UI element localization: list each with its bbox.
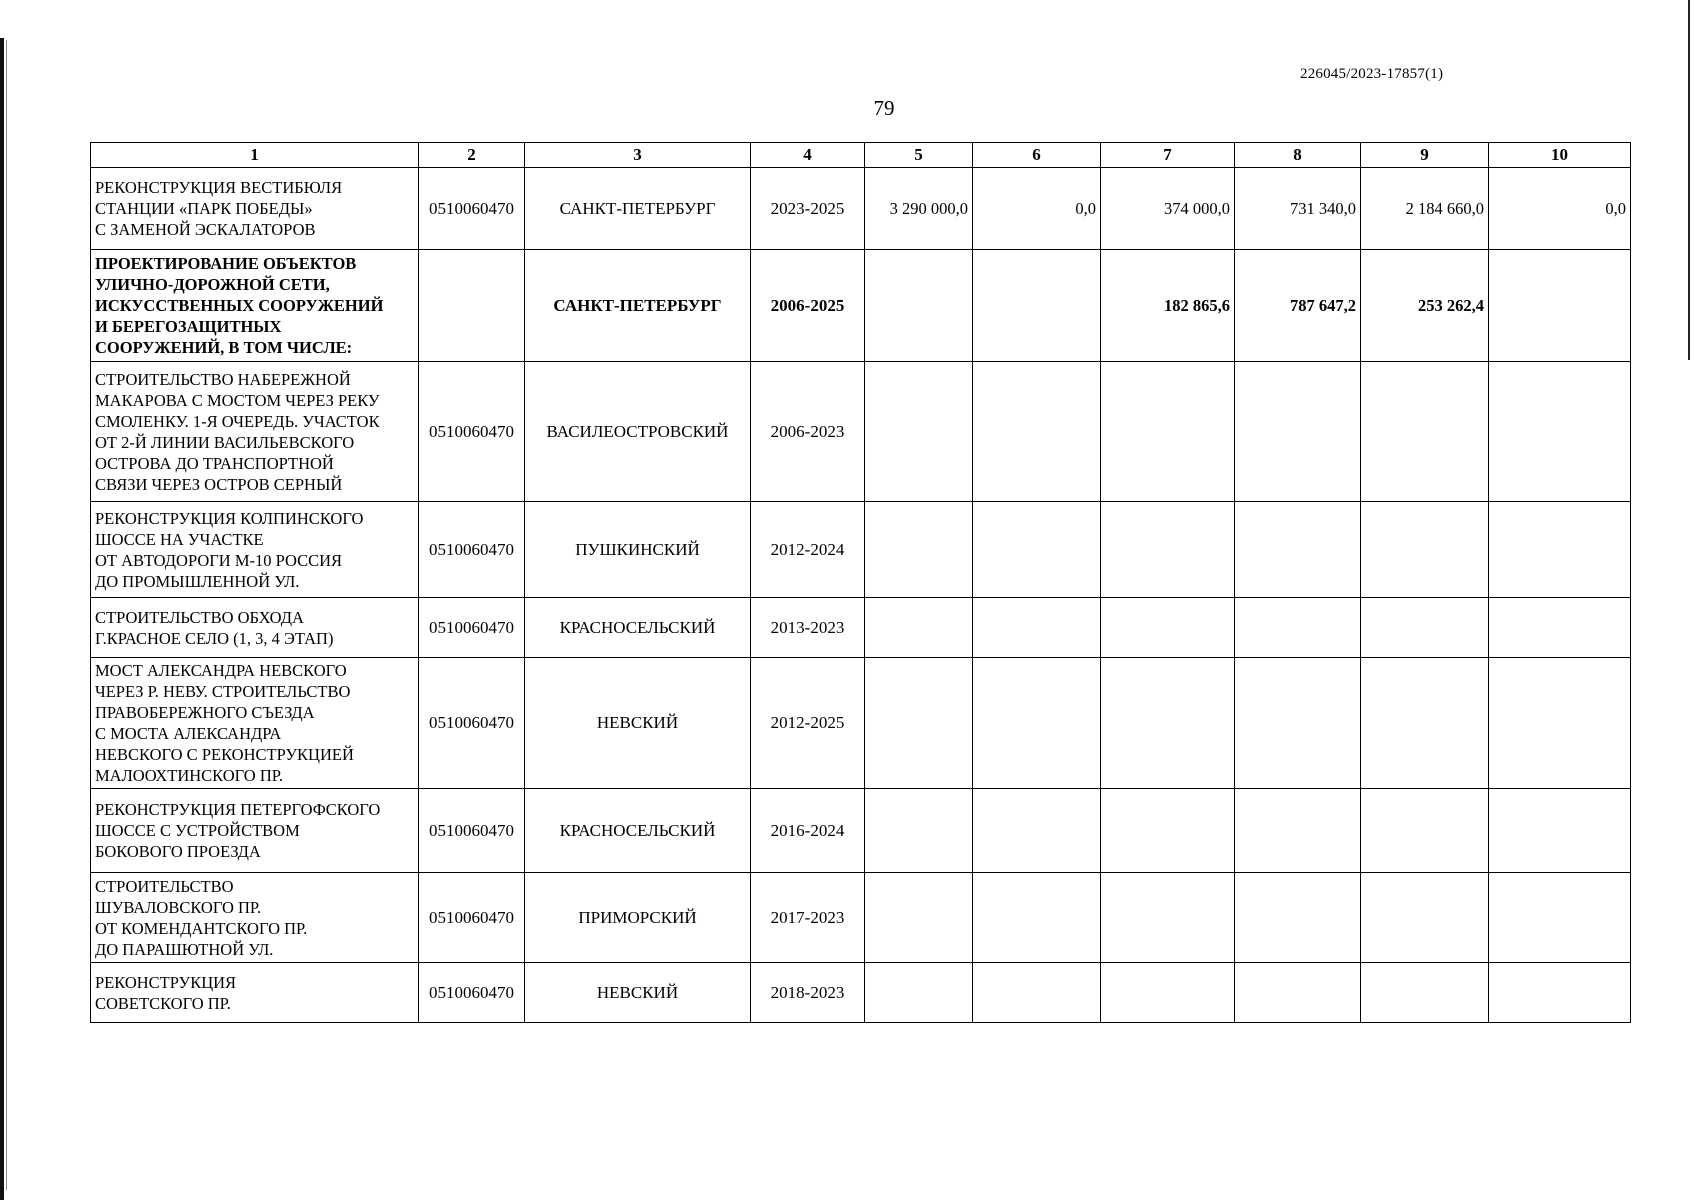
district-cell: НЕВСКИЙ	[525, 658, 751, 789]
value-cell-5	[865, 963, 973, 1023]
table-header-row	[91, 143, 1631, 168]
table-row	[91, 362, 1631, 502]
object-name-line: УЛИЧНО-ДОРОЖНОЙ СЕТИ,	[95, 275, 330, 294]
years-cell: 2013-2023	[751, 598, 865, 658]
district-cell: ПУШКИНСКИЙ	[525, 502, 751, 598]
value-cell-8: 731 340,0	[1235, 168, 1361, 250]
object-name-line: СООРУЖЕНИЙ, В ТОМ ЧИСЛЕ:	[95, 338, 353, 357]
value-cell-6	[973, 789, 1101, 873]
value-cell-7: 374 000,0	[1101, 168, 1235, 250]
value-cell-8	[1235, 598, 1361, 658]
table-row	[91, 502, 1631, 598]
object-name-line: ШОССЕ НА УЧАСТКЕ	[95, 529, 264, 549]
column-header: 7	[1101, 143, 1235, 168]
object-name-cell	[91, 250, 419, 362]
value-cell-10	[1489, 502, 1631, 598]
value-cell-7	[1101, 502, 1235, 598]
value-cell-7: 182 865,6	[1101, 250, 1235, 362]
object-name-cell	[91, 658, 419, 789]
value-cell-9	[1361, 362, 1489, 502]
column-header: 2	[419, 143, 525, 168]
value-cell-8	[1235, 963, 1361, 1023]
district-cell: САНКТ-ПЕТЕРБУРГ	[525, 250, 751, 362]
value-cell-10	[1489, 873, 1631, 963]
object-name-cell	[91, 789, 419, 873]
value-cell-10	[1489, 789, 1631, 873]
value-cell-7	[1101, 362, 1235, 502]
object-name-line: ШОССЕ С УСТРОЙСТВОМ	[95, 821, 300, 840]
value-cell-9	[1361, 502, 1489, 598]
object-name-cell	[91, 598, 419, 658]
value-cell-6	[973, 250, 1101, 362]
district-cell: ВАСИЛЕОСТРОВСКИЙ	[525, 362, 751, 502]
value-cell-8	[1235, 658, 1361, 789]
object-name-line: БОКОВОГО ПРОЕЗДА	[95, 842, 261, 861]
years-cell: 2017-2023	[751, 873, 865, 963]
object-name-line: СТРОИТЕЛЬСТВО	[95, 876, 234, 896]
table-body	[91, 168, 1631, 1023]
column-header: 10	[1489, 143, 1631, 168]
value-cell-7	[1101, 598, 1235, 658]
years-cell: 2006-2025	[751, 250, 865, 362]
object-name-line: СТРОИТЕЛЬСТВО НАБЕРЕЖНОЙ	[95, 369, 351, 389]
value-cell-8	[1235, 789, 1361, 873]
document-number: 226045/2023-17857(1)	[1300, 66, 1444, 82]
value-cell-5	[865, 658, 973, 789]
value-cell-10	[1489, 658, 1631, 789]
value-cell-8	[1235, 362, 1361, 502]
object-name-line: ПРАВОБЕРЕЖНОГО СЪЕЗДА	[95, 703, 315, 722]
value-cell-9	[1361, 963, 1489, 1023]
value-cell-10	[1489, 963, 1631, 1023]
object-name-line: СМОЛЕНКУ. 1-Я ОЧЕРЕДЬ. УЧАСТОК	[95, 411, 380, 431]
value-cell-7	[1101, 658, 1235, 789]
value-cell-7	[1101, 963, 1235, 1023]
object-name-line: МАКАРОВА С МОСТОМ ЧЕРЕЗ РЕКУ	[95, 390, 380, 410]
object-name-line: Г.КРАСНОЕ СЕЛО (1, 3, 4 ЭТАП)	[95, 628, 334, 648]
budget-code-cell: 0510060470	[419, 362, 525, 502]
value-cell-10	[1489, 598, 1631, 658]
object-name-line: СТАНЦИИ «ПАРК ПОБЕДЫ»	[95, 199, 313, 218]
object-name-cell	[91, 963, 419, 1023]
value-cell-9: 2 184 660,0	[1361, 168, 1489, 250]
object-name-line: ОТ КОМЕНДАНТСКОГО ПР.	[95, 918, 308, 938]
page-number: 79	[873, 96, 895, 120]
district-cell: КРАСНОСЕЛЬСКИЙ	[525, 598, 751, 658]
years-cell: 2012-2024	[751, 502, 865, 598]
object-name-cell	[91, 873, 419, 963]
value-cell-10	[1489, 250, 1631, 362]
value-cell-6	[973, 502, 1101, 598]
column-header: 9	[1361, 143, 1489, 168]
table-row	[91, 658, 1631, 789]
budget-code-cell: 0510060470	[419, 168, 525, 250]
scan-edge-left	[0, 38, 4, 1200]
years-cell: 2018-2023	[751, 963, 865, 1023]
object-name-line: РЕКОНСТРУКЦИЯ ПЕТЕРГОФСКОГО	[95, 800, 381, 819]
value-cell-10	[1489, 362, 1631, 502]
table-row	[91, 963, 1631, 1023]
object-name-line: МАЛООХТИНСКОГО ПР.	[95, 766, 283, 785]
object-name-line: РЕКОНСТРУКЦИЯ КОЛПИНСКОГО	[95, 508, 364, 528]
value-cell-5	[865, 598, 973, 658]
scan-edge-right	[1688, 0, 1690, 360]
object-name-line: РЕКОНСТРУКЦИЯ ВЕСТИБЮЛЯ	[95, 178, 343, 197]
value-cell-6	[973, 598, 1101, 658]
object-name-line: ЧЕРЕЗ Р. НЕВУ. СТРОИТЕЛЬСТВО	[95, 682, 351, 701]
value-cell-5	[865, 362, 973, 502]
budget-code-cell: 0510060470	[419, 598, 525, 658]
scan-edge-left-inner	[6, 40, 7, 1190]
column-header: 5	[865, 143, 973, 168]
table-row	[91, 789, 1631, 873]
years-cell: 2006-2023	[751, 362, 865, 502]
value-cell-7	[1101, 873, 1235, 963]
value-cell-5: 3 290 000,0	[865, 168, 973, 250]
budget-code-cell: 0510060470	[419, 658, 525, 789]
column-header: 4	[751, 143, 865, 168]
years-cell: 2016-2024	[751, 789, 865, 873]
table-row	[91, 168, 1631, 250]
value-cell-5	[865, 250, 973, 362]
object-name-line: СТРОИТЕЛЬСТВО ОБХОДА	[95, 607, 304, 627]
budget-code-cell	[419, 250, 525, 362]
object-name-line: ДО ПАРАШЮТНОЙ УЛ.	[95, 939, 274, 959]
table-row	[91, 598, 1631, 658]
object-name-line: ШУВАЛОВСКОГО ПР.	[95, 897, 262, 917]
object-name-line: СОВЕТСКОГО ПР.	[95, 993, 231, 1013]
value-cell-5	[865, 873, 973, 963]
object-name-line: НЕВСКОГО С РЕКОНСТРУКЦИЕЙ	[95, 745, 354, 764]
program-table	[90, 142, 1631, 1023]
object-name-line: РЕКОНСТРУКЦИЯ	[95, 972, 237, 992]
budget-code-cell: 0510060470	[419, 963, 525, 1023]
value-cell-5	[865, 789, 973, 873]
budget-code-cell: 0510060470	[419, 502, 525, 598]
value-cell-6	[973, 362, 1101, 502]
object-name-line: И БЕРЕГОЗАЩИТНЫХ	[95, 317, 282, 336]
budget-code-cell: 0510060470	[419, 789, 525, 873]
column-header: 3	[525, 143, 751, 168]
value-cell-6: 0,0	[973, 168, 1101, 250]
value-cell-6	[973, 873, 1101, 963]
value-cell-9: 253 262,4	[1361, 250, 1489, 362]
object-name-line: ИСКУССТВЕННЫХ СООРУЖЕНИЙ	[95, 296, 384, 315]
district-cell: КРАСНОСЕЛЬСКИЙ	[525, 789, 751, 873]
object-name-line: МОСТ АЛЕКСАНДРА НЕВСКОГО	[95, 661, 347, 680]
object-name-cell	[91, 168, 419, 250]
value-cell-6	[973, 963, 1101, 1023]
years-cell: 2023-2025	[751, 168, 865, 250]
object-name-line: С ЗАМЕНОЙ ЭСКАЛАТОРОВ	[95, 220, 316, 239]
value-cell-9	[1361, 789, 1489, 873]
years-cell: 2012-2025	[751, 658, 865, 789]
value-cell-9	[1361, 598, 1489, 658]
object-name-line: ДО ПРОМЫШЛЕННОЙ УЛ.	[95, 571, 300, 591]
budget-code-cell: 0510060470	[419, 873, 525, 963]
object-name-line: С МОСТА АЛЕКСАНДРА	[95, 724, 282, 743]
column-header: 8	[1235, 143, 1361, 168]
value-cell-7	[1101, 789, 1235, 873]
object-name-cell	[91, 502, 419, 598]
table-row	[91, 250, 1631, 362]
value-cell-9	[1361, 658, 1489, 789]
district-cell: ПРИМОРСКИЙ	[525, 873, 751, 963]
object-name-line: ПРОЕКТИРОВАНИЕ ОБЪЕКТОВ	[95, 254, 357, 273]
column-header: 1	[91, 143, 419, 168]
object-name-line: ОСТРОВА ДО ТРАНСПОРТНОЙ	[95, 453, 334, 473]
district-cell: НЕВСКИЙ	[525, 963, 751, 1023]
value-cell-9	[1361, 873, 1489, 963]
column-header: 6	[973, 143, 1101, 168]
value-cell-5	[865, 502, 973, 598]
object-name-cell	[91, 362, 419, 502]
district-cell: САНКТ-ПЕТЕРБУРГ	[525, 168, 751, 250]
object-name-line: ОТ 2-Й ЛИНИИ ВАСИЛЬЕВСКОГО	[95, 432, 355, 452]
value-cell-8	[1235, 873, 1361, 963]
value-cell-8: 787 647,2	[1235, 250, 1361, 362]
value-cell-6	[973, 658, 1101, 789]
value-cell-10: 0,0	[1489, 168, 1631, 250]
object-name-line: СВЯЗИ ЧЕРЕЗ ОСТРОВ СЕРНЫЙ	[95, 474, 343, 494]
object-name-line: ОТ АВТОДОРОГИ М-10 РОССИЯ	[95, 550, 343, 570]
value-cell-8	[1235, 502, 1361, 598]
table-row	[91, 873, 1631, 963]
